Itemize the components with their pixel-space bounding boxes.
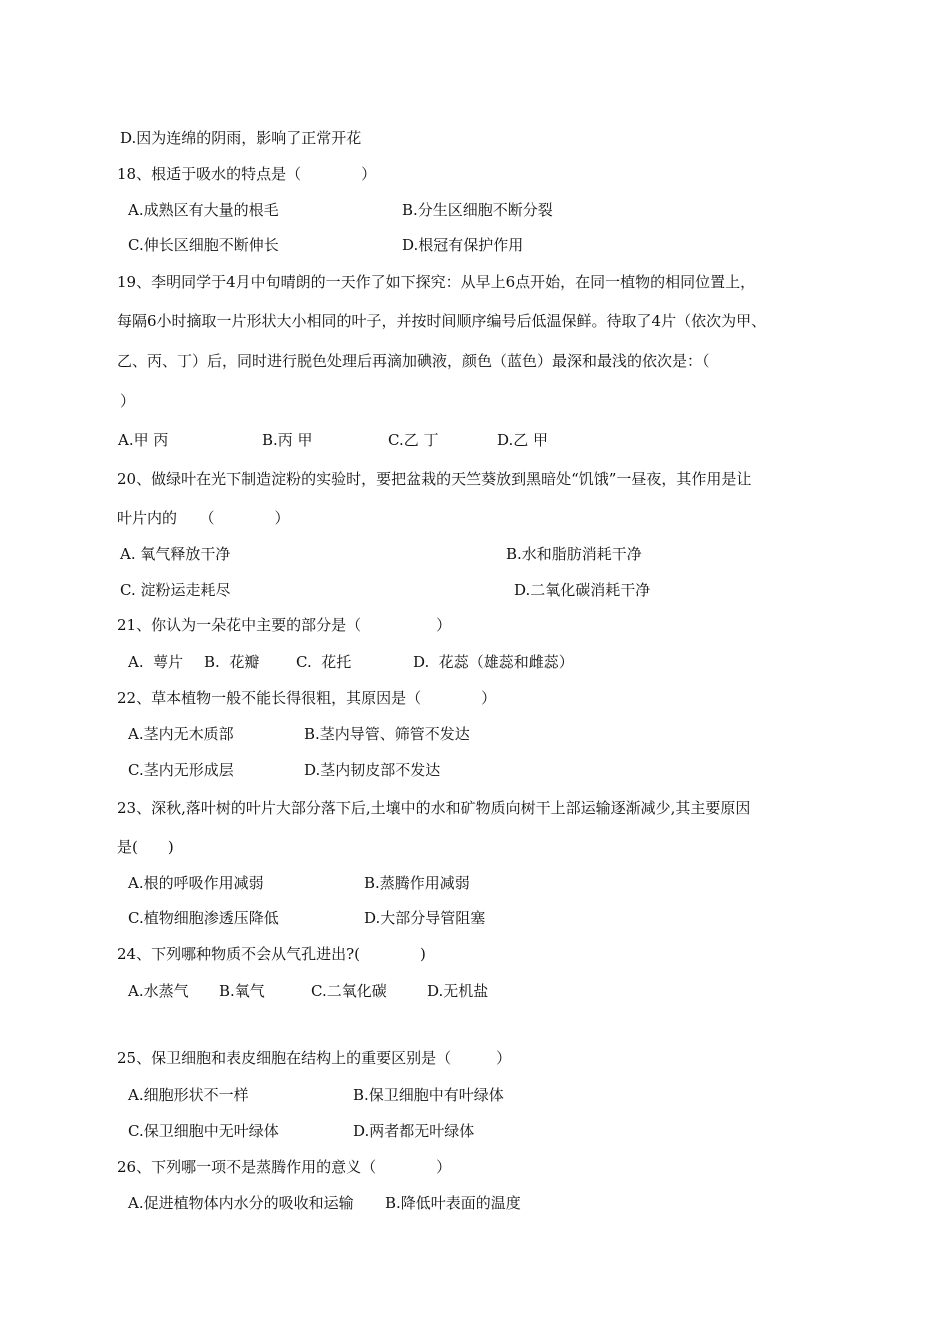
- q25-option-a: A.细胞形状不一样: [128, 1086, 249, 1104]
- q26-option-a: A.促进植物体内水分的吸收和运输: [128, 1194, 354, 1212]
- q23-option-a: A.根的呼吸作用减弱: [128, 874, 264, 892]
- q19-stem-line-2: 每隔6小时摘取一片形状大小相同的叶子，并按时间顺序编号后低温保鲜。待取了4片（依次为甲、: [117, 312, 767, 330]
- q24-stem: 24、下列哪种物质不会从气孔进出?( ): [117, 945, 426, 963]
- q23-option-c: C.植物细胞渗透压降低: [128, 909, 279, 927]
- q22-option-c: C.茎内无形成层: [128, 761, 234, 779]
- q25-option-d: D.两者都无叶绿体: [353, 1122, 475, 1140]
- q21-option-c: C. 花托: [296, 653, 352, 671]
- q24-option-b: B.氧气: [219, 982, 265, 1000]
- q20-stem-line-1: 20、做绿叶在光下制造淀粉的实验时，要把盆栽的天竺葵放到黑暗处“饥饿”一昼夜，其作用是让: [117, 470, 752, 488]
- q20-stem-line-2: 叶片内的 （ ）: [117, 509, 290, 527]
- q19-option-b: B.丙 甲: [262, 431, 313, 449]
- q24-option-d: D.无机盐: [427, 982, 489, 1000]
- q22-option-b: B.茎内导管、筛管不发达: [304, 725, 470, 743]
- q22-option-d: D.茎内韧皮部不发达: [304, 761, 441, 779]
- q26-stem: 26、下列哪一项不是蒸腾作用的意义（ ）: [117, 1158, 452, 1176]
- q24-option-c: C.二氧化碳: [311, 982, 387, 1000]
- q18-option-a: A.成熟区有大量的根毛: [128, 201, 279, 219]
- q20-option-c: C. 淀粉运走耗尽: [120, 581, 231, 599]
- q18-stem: 18、根适于吸水的特点是（ ）: [117, 165, 377, 183]
- q24-option-a: A.水蒸气: [128, 982, 189, 1000]
- q20-option-a: A. 氧气释放干净: [120, 545, 231, 563]
- q19-stem-line-1: 19、李明同学于4月中旬晴朗的一天作了如下探究：从早上6点开始，在同一植物的相同位置上，: [117, 273, 756, 291]
- q19-stem-line-3: 乙、丙、丁）后，同时进行脱色处理后再滴加碘液，颜色（蓝色）最深和最浅的依次是：（: [117, 352, 710, 370]
- q18-option-b: B.分生区细胞不断分裂: [402, 201, 553, 219]
- q26-option-b: B.降低叶表面的温度: [385, 1194, 521, 1212]
- q23-option-d: D.大部分导管阻塞: [364, 909, 486, 927]
- q19-option-a: A.甲 丙: [118, 431, 169, 449]
- q23-stem-line-2: 是( ): [117, 838, 174, 856]
- q17-option-d: D.因为连绵的阴雨，影响了正常开花: [120, 129, 362, 147]
- q23-stem-line-1: 23、深秋,落叶树的叶片大部分落下后,土壤中的水和矿物质向树干上部运输逐渐减少,其主要原因: [117, 799, 751, 817]
- q18-option-c: C.伸长区细胞不断伸长: [128, 236, 279, 254]
- q18-option-d: D.根冠有保护作用: [402, 236, 524, 254]
- q19-stem-line-4: ）: [120, 392, 136, 410]
- q20-option-d: D.二氧化碳消耗干净: [514, 581, 651, 599]
- q25-stem: 25、保卫细胞和表皮细胞在结构上的重要区别是（ ）: [117, 1049, 512, 1067]
- q25-option-c: C.保卫细胞中无叶绿体: [128, 1122, 279, 1140]
- q19-option-c: C.乙 丁: [388, 431, 439, 449]
- q22-option-a: A.茎内无木质部: [128, 725, 234, 743]
- q25-option-b: B.保卫细胞中有叶绿体: [353, 1086, 504, 1104]
- q21-stem: 21、你认为一朵花中主要的部分是（ ）: [117, 616, 452, 634]
- q23-option-b: B.蒸腾作用减弱: [364, 874, 470, 892]
- q21-option-d: D. 花蕊（雄蕊和雌蕊）: [413, 653, 574, 671]
- q22-stem: 22、草本植物一般不能长得很粗，其原因是（ ）: [117, 689, 497, 707]
- q21-option-b: B. 花瓣: [204, 653, 260, 671]
- q21-option-a: A. 萼片: [128, 653, 184, 671]
- q20-option-b: B.水和脂肪消耗干净: [506, 545, 642, 563]
- q19-option-d: D.乙 甲: [497, 431, 549, 449]
